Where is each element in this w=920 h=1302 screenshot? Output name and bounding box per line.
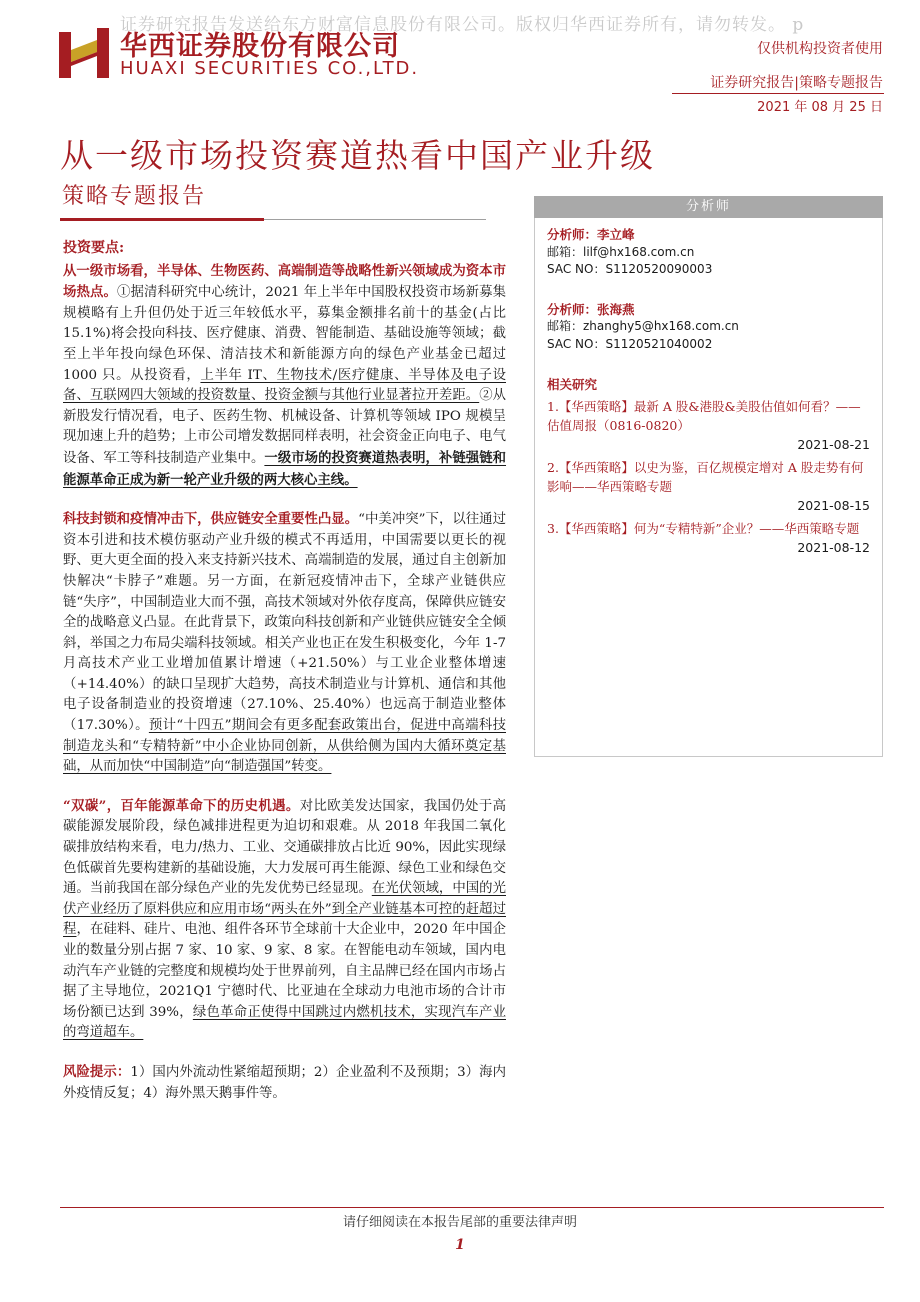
p1-text-b: ②从新股发行情况看，电子、医药生物、机械设备、计算机等领域 IPO 规模呈现加速上升的趋势；上市公司增发数据同样表明，社会资金正向电子、电气设备、军工等科技制造产业集中。 <box>63 388 507 466</box>
p1-conclusion: 一级市场的投资赛道热表明，补链强链和能源革命正成为新一轮产业升级的两大核心主线。 <box>63 449 507 488</box>
paragraph-dual-carbon <box>63 796 506 1044</box>
huaxi-logo-icon <box>57 26 111 80</box>
legal-notice: 请仔细阅读在本报告尾部的重要法律声明 <box>342 1215 577 1230</box>
p1-text-a: ①据清科研究中心统计，2021 年上半年中国股权投资市场新募集规模略有上升但仍处于近三年较低水平，募集金额排名前十的基金(占比 15.1%)将会投向科技、医疗健康、消费、智能制造、基础设施等领域；截至上半年投向绿色环保、清洁技术和新能源方向的绿色产业基金已超过 1000 只。从投资看， <box>63 285 507 383</box>
p3-text-b: ，在硅料、硅片、电池、组件各环节全球前十大企业中，2020 年中国企业的数量分别占据 7 家、10 家、9 家、8 家。在智能电动车领域，国内电动汽车产业链的完整度和规模均处于世界前列，自主品牌已经在国内市场占据了主导地位，2021Q1 宁德时代、比亚迪在全球动力电池市场的合计市场份额已达到 39%， <box>63 922 507 1020</box>
header-rule <box>672 93 884 94</box>
analyst-heading: 分析师 <box>534 196 883 218</box>
related-research-date: 2021-08-15 <box>797 498 870 513</box>
page-number: 1 <box>455 1237 465 1253</box>
investment-heading: 投资要点: <box>63 240 125 256</box>
analyst-sidebar <box>534 196 883 757</box>
analyst-card <box>547 301 870 354</box>
footer-rule <box>60 1207 884 1208</box>
p3-underlined-1: 在光伏领域，中国的光伏产业经历了原料供应和应用市场“两头在外”到全产业链基本可控的赶超过程 <box>63 881 506 938</box>
subtitle-rule-accent <box>60 218 264 221</box>
report-title: 从一级市场投资赛道热看中国产业升级 <box>60 136 655 175</box>
p1-underlined: 上半年 IT、生物技术/医疗健康、半导体及电子设备、互联网四大领域的投资数量、投资金额与其他行业显著拉开差距。 <box>63 367 506 404</box>
report-date: 2021 年 08 月 25 日 <box>757 100 883 115</box>
report-type: 证券研究报告|策略专题报告 <box>710 75 883 91</box>
risk-warning <box>63 1062 506 1104</box>
report-subtitle: 策略专题报告 <box>62 184 207 209</box>
brand-name-en: HUAXI SECURITIES CO.,LTD. <box>120 58 420 79</box>
related-research-date: 2021-08-21 <box>797 437 870 452</box>
risk-text: 1）国内外流动性紧缩超预期；2）企业盈利不及预期；3）海内外疫情反复；4）海外黑天鹅事件等。 <box>63 1064 507 1101</box>
related-research-link[interactable]: 2.【华西策略】以史为鉴，百亿规模定增对 A 股走势有何影响——华西策略专题 <box>547 460 864 494</box>
p2-lead: 科技封锁和疫情冲击下，供应链安全重要性凸显。 <box>63 511 359 528</box>
analyst-email[interactable]: 邮箱：zhanghy5@hx168.com.cn <box>547 319 739 333</box>
investment-summary <box>63 238 506 1122</box>
analyst-name: 分析师：李立峰 <box>547 227 635 242</box>
analyst-sac: SAC NO：S1120521040002 <box>547 336 713 351</box>
paragraph-supply-chain <box>63 509 506 778</box>
subtitle-rule <box>264 219 486 220</box>
analyst-email[interactable]: 邮箱：lilf@hx168.com.cn <box>547 244 695 259</box>
analyst-box <box>534 218 883 757</box>
analyst-card <box>547 226 870 279</box>
risk-lead: 风险提示： <box>63 1063 131 1080</box>
p2-text-a: “中美冲突”下，以往通过资本引进和技术模仿驱动产业升级的模式不再适用，中国需要以更长的视野、更大更全面的投入来支持新兴技术、高端制造的发展，通过自主创新加快解决“卡脖子”难题。另一方面，在新冠疫情冲击下，全球产业链供应链“失序”，中国制造业大而不强，高技术领域对外依存度高，保障供应链安全的战略意义凸显。在此背景下，政策向科技创新和产业链供应链安全全倾斜，举国之力布局尖端科技领域。相关产业也正在发生积极变化，今年 1-7 月高技术产业工业增加值累计增速（+21.50%）与工业企业整体增速（+14.40%）的缺口呈现扩大趋势，高技术制造业与计算机、通信和其他电子设备制造业的投资增速（27.10%、25.40%）也远高于制造业整体（17.30%）。 <box>63 512 506 734</box>
brand-name-cn: 华西证券股份有限公司 <box>120 31 400 62</box>
related-research-heading: 相关研究 <box>547 377 598 392</box>
p1-lead: 从一级市场看，半导体、生物医药、高端制造等战略性新兴领域成为资本市场热点。 <box>63 262 506 301</box>
paragraph-primary-market <box>63 261 506 492</box>
related-research-link[interactable]: 3.【华西策略】何为“专精特新”企业？——华西策略专题 <box>547 521 860 536</box>
analyst-sac: SAC NO：S1120520090003 <box>547 262 713 276</box>
related-research-link[interactable]: 1.【华西策略】最新 A 股&港股&美股估值如何看？——估值周报（0816-0820） <box>547 399 861 433</box>
watermark: 证券研究报告发送给东方财富信息股份有限公司。版权归华西证券所有，请勿转发。 p <box>120 15 805 35</box>
p3-underlined-2: 绿色革命正使得中国跳过内燃机技术，实现汽车产业的弯道超车。 <box>63 1004 506 1041</box>
audience-label: 仅供机构投资者使用 <box>757 41 883 57</box>
p2-underlined: 预计“十四五”期间会有更多配套政策出台，促进中高端科技制造龙头和“专精特新”中小企业协同创新，从供给侧为国内大循环奠定基础，从而加快“中国制造”向“制造强国”转变。 <box>63 718 506 775</box>
p3-text-a: 对比欧美发达国家，我国仍处于高碳能源发展阶段，绿色减排进程更为迫切和艰难。从 2018 年我国二氧化碳排放结构来看，电力/热力、工业、交通碳排放占比近 90%，因此实现绿色低碳首先要构建新的基础设施，大力发展可再生能源、绿色工业和绿色交通。当前我国在部分绿色产业的先发优势已经显现。 <box>63 798 507 897</box>
p3-lead: “双碳”，百年能源革命下的历史机遇。 <box>63 797 300 814</box>
analyst-name: 分析师：张海燕 <box>547 301 635 317</box>
related-research-date: 2021-08-12 <box>797 540 870 555</box>
